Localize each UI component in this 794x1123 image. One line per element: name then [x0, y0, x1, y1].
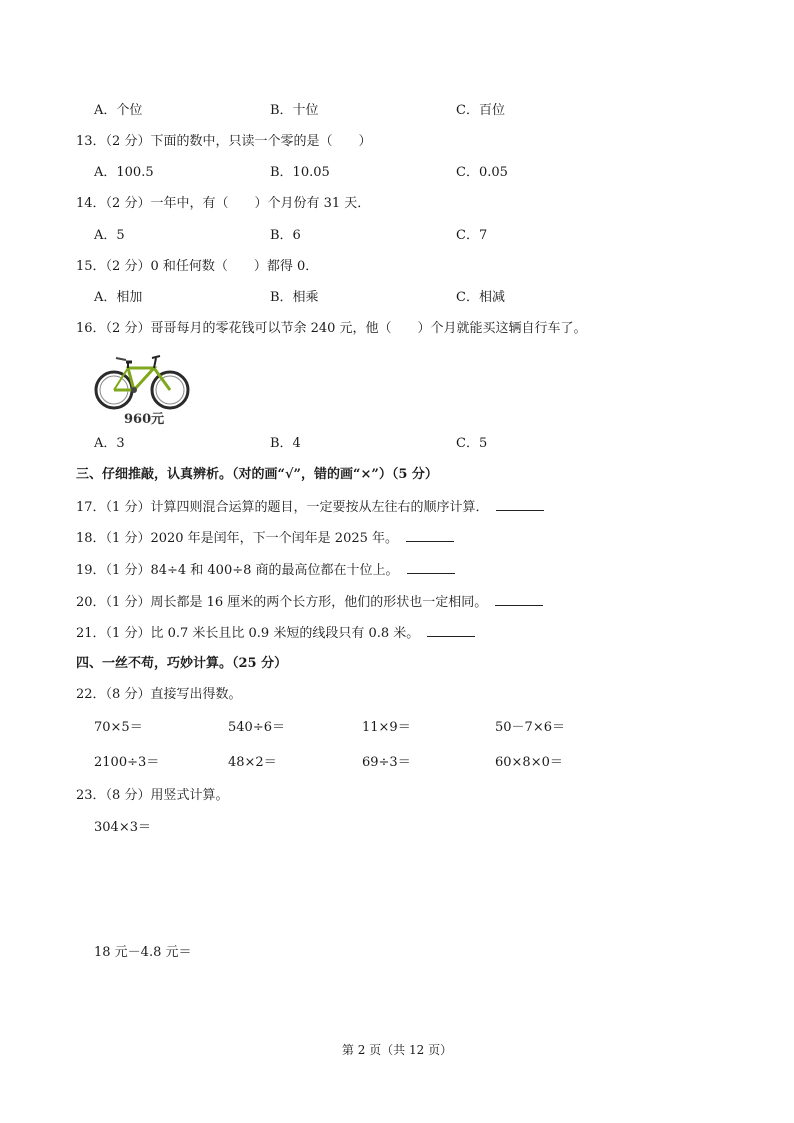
q17-statement: 17．（1 分）计算四则混合运算的题目，一定要按从左往右的顺序计算．	[76, 498, 544, 517]
q17-answer-blank[interactable]	[496, 498, 544, 511]
q22-calc: 70×5＝	[94, 720, 143, 735]
q21-statement: 21．（1 分）比 0.7 米长且比 0.9 米短的线段只有 0.8 米。	[76, 624, 475, 643]
q22-calc: 11×9＝	[362, 720, 411, 735]
q14-option-a: A．5	[94, 228, 125, 243]
q23-expression-2: 18 元－4.8 元＝	[94, 945, 192, 960]
q20-answer-blank[interactable]	[495, 593, 543, 606]
q16-stem: 16．（2 分）哥哥每月的零花钱可以节余 240 元，他（ ）个月就能买这辆自行车了。	[76, 321, 587, 336]
q14-option-c: C．7	[456, 228, 488, 243]
q16-option-c: C．5	[456, 436, 488, 451]
q13-stem: 13．（2 分）下面的数中，只读一个零的是（ ）	[76, 134, 372, 149]
q22-calc: 2100÷3＝	[94, 755, 160, 770]
q22-calc: 69÷3＝	[362, 755, 411, 770]
q23-expression-1: 304×3＝	[94, 820, 151, 835]
q16-option-b: B．4	[270, 436, 301, 451]
section-4-heading: 四、一丝不苟，巧妙计算。（25 分）	[76, 656, 288, 671]
section-3-heading: 三、仔细推敲，认真辨析。（对的画“√”，错的画“×”）（5 分）	[76, 467, 438, 482]
q13-option-c: C．0.05	[456, 165, 508, 180]
q19-statement: 19．（1 分）84÷4 和 400÷8 商的最高位都在十位上。	[76, 561, 455, 580]
q14-option-b: B．6	[270, 228, 301, 243]
q22-calc: 48×2＝	[228, 755, 277, 770]
q18-statement: 18．（1 分）2020 年是闰年，下一个闰年是 2025 年。	[76, 529, 454, 548]
q22-calc: 60×8×0＝	[495, 755, 563, 770]
q15-option-b: B．相乘	[270, 290, 319, 305]
q19-answer-blank[interactable]	[407, 561, 455, 574]
q18-answer-blank[interactable]	[406, 529, 454, 542]
q22-calc: 50－7×6＝	[495, 720, 565, 735]
page-footer: 第 2 页（共 12 页）	[341, 1043, 453, 1057]
q15-option-c: C．相减	[456, 290, 505, 305]
q12-option-c: C．百位	[456, 103, 505, 118]
q16-option-a: A．3	[94, 436, 125, 451]
bicycle-price-label: 960元	[124, 412, 165, 427]
q13-option-a: A．100.5	[94, 165, 154, 180]
q21-answer-blank[interactable]	[427, 624, 475, 637]
q20-statement: 20．（1 分）周长都是 16 厘米的两个长方形，他们的形状也一定相同。	[76, 593, 543, 612]
q22-stem: 22．（8 分）直接写出得数。	[76, 687, 242, 702]
q12-option-a: A．个位	[94, 103, 143, 118]
q14-stem: 14．（2 分）一年中，有（ ）个月份有 31 天．	[76, 196, 371, 211]
q15-stem: 15．（2 分）0 和任何数（ ）都得 0．	[76, 259, 319, 274]
q22-calc: 540÷6＝	[228, 720, 285, 735]
q13-option-b: B．10.05	[270, 165, 330, 180]
q12-option-b: B．十位	[270, 103, 319, 118]
q15-option-a: A．相加	[94, 290, 143, 305]
q23-stem: 23．（8 分）用竖式计算。	[76, 788, 229, 803]
